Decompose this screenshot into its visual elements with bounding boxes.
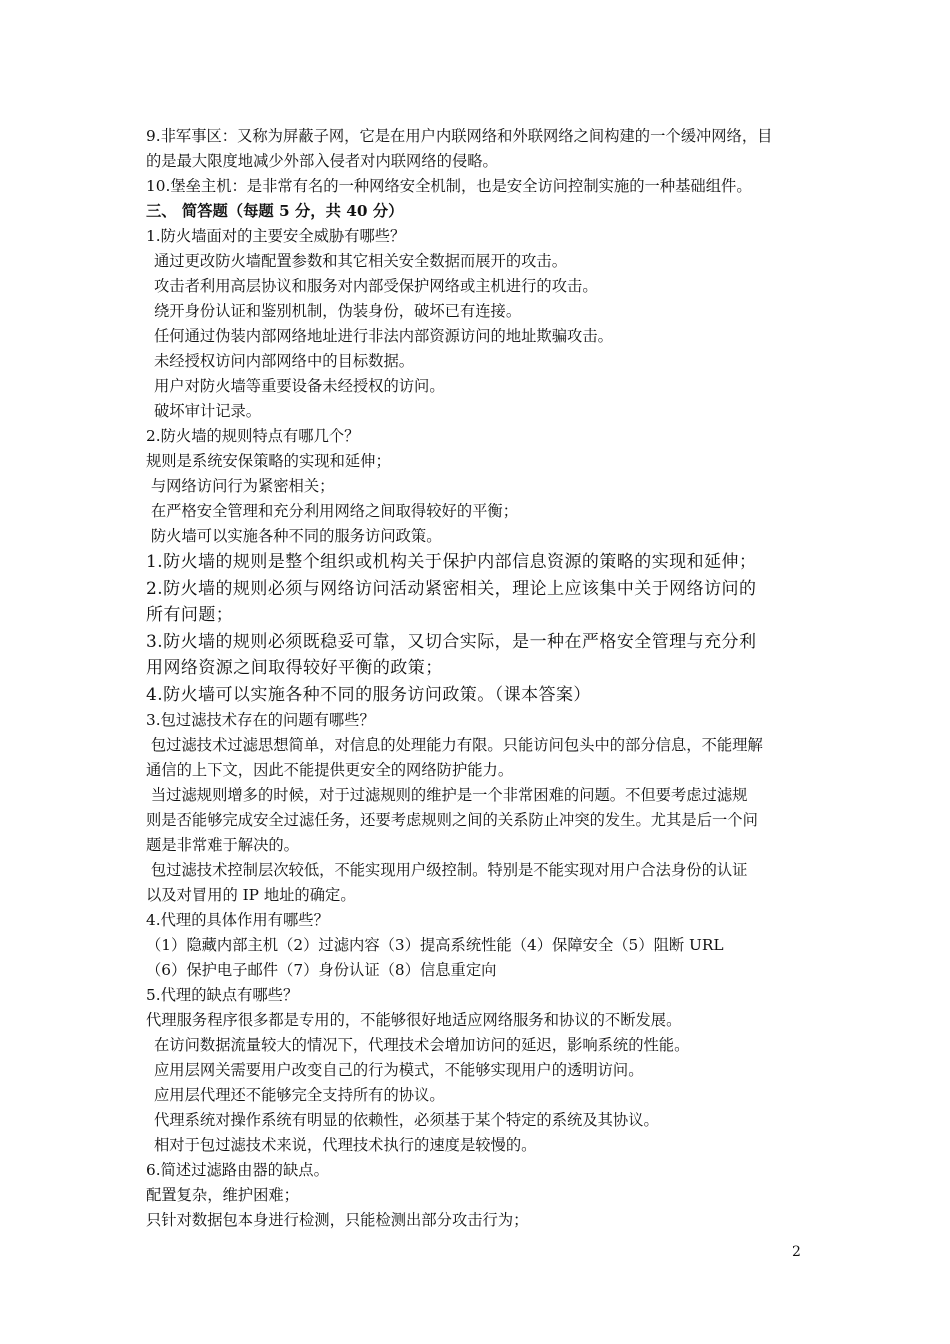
text-line: 配置复杂，维护困难；	[146, 1186, 299, 1204]
text-line: 4.代理的具体作用有哪些？	[146, 911, 329, 929]
text-line: 1.防火墙面对的主要安全威胁有哪些？	[146, 227, 406, 245]
text-line: 相对于包过滤技术来说，代理技术执行的速度是较慢的。	[154, 1136, 537, 1154]
text-line: 任何通过伪装内部网络地址进行非法内部资源访问的地址欺骗攻击。	[154, 327, 613, 345]
text-line: 1.防火墙的规则是整个组织或机构关于保护内部信息资源的策略的实现和延伸；	[146, 552, 757, 572]
text-line: 2.防火墙的规则必须与网络访问活动紧密相关，理论上应该集中关于网络访问的	[146, 578, 757, 599]
text-line: 2.防火墙的规则特点有哪几个？	[146, 427, 360, 445]
text-line: 题是非常难于解决的。	[146, 836, 299, 854]
text-line: 在严格安全管理和充分利用网络之间取得较好的平衡；	[146, 502, 519, 520]
text-line: 3.包过滤技术存在的问题有哪些？	[146, 711, 375, 729]
text-line: 通过更改防火墙配置参数和其它相关安全数据而展开的攻击。	[154, 252, 568, 270]
text-line: 代理系统对操作系统有明显的依赖性，必须基于某个特定的系统及其协议。	[154, 1111, 659, 1129]
text-line: 未经授权访问内部网络中的目标数据。	[154, 352, 415, 370]
text-line: 10.堡垒主机：是非常有名的一种网络安全机制，也是安全访问控制实施的一种基础组件。	[146, 177, 752, 195]
text-line: （1）隐藏内部主机（2）过滤内容（3）提高系统性能（4）保障安全（5）阻断 URL	[146, 936, 724, 954]
text-line: 防火墙可以实施各种不同的服务访问政策。	[146, 527, 442, 545]
text-line: 以及对冒用的 IP 地址的确定。	[146, 886, 356, 904]
text-line: 4.防火墙可以实施各种不同的服务访问政策。（课本答案）	[146, 684, 591, 705]
page-number: 2	[792, 1244, 801, 1260]
text-line: 则是否能够完成安全过滤任务，还要考虑规则之间的关系防止冲突的发生。尤其是后一个问	[146, 811, 758, 829]
text-line: 3.防火墙的规则必须既稳妥可靠，又切合实际，是一种在严格安全管理与充分利	[146, 631, 757, 652]
text-line: 包过滤技术过滤思想简单，对信息的处理能力有限。只能访问包头中的部分信息，不能理解	[146, 736, 763, 754]
text-line: 9.非军事区：又称为屏蔽子网，它是在用户内联网络和外联网络之间构建的一个缓冲网络，目	[146, 127, 773, 145]
text-line: 破坏审计记录。	[154, 402, 262, 420]
text-line: 通信的上下文，因此不能提供更安全的网络防护能力。	[146, 761, 514, 779]
text-line: 的是最大限度地减少外部入侵者对内联网络的侵略。	[146, 152, 498, 170]
text-line: 应用层网关需要用户改变自己的行为模式，不能够实现用户的透明访问。	[154, 1061, 644, 1079]
text-line: 所有问题；	[146, 605, 234, 625]
text-line: 用户对防火墙等重要设备未经授权的访问。	[154, 377, 445, 395]
document-body	[146, 124, 810, 1233]
text-line: 用网络资源之间取得较好平衡的政策；	[146, 658, 443, 678]
text-line: 应用层代理还不能够完全支持所有的协议。	[154, 1086, 445, 1104]
text-line: 6.简述过滤路由器的缺点。	[146, 1161, 329, 1179]
text-line: 当过滤规则增多的时候，对于过滤规则的维护是一个非常困难的问题。不但要考虑过滤规	[146, 786, 748, 804]
text-line: 只针对数据包本身进行检测，只能检测出部分攻击行为；	[146, 1211, 529, 1229]
text-line: 与网络访问行为紧密相关；	[146, 477, 335, 495]
text-line: 攻击者利用高层协议和服务对内部受保护网络或主机进行的攻击。	[154, 277, 598, 295]
section-heading: 三、 简答题（每题 5 分，共 40 分）	[146, 202, 404, 220]
text-line: 在访问数据流量较大的情况下，代理技术会增加访问的延迟，影响系统的性能。	[154, 1036, 690, 1054]
text-line: （6）保护电子邮件（7）身份认证（8）信息重定向	[146, 961, 497, 979]
text-line: 规则是系统安保策略的实现和延伸；	[146, 452, 391, 470]
text-line: 包过滤技术控制层次较低，不能实现用户级控制。特别是不能实现对用户合法身份的认证	[146, 861, 748, 879]
text-line: 5.代理的缺点有哪些？	[146, 986, 299, 1004]
text-line: 绕开身份认证和鉴别机制，伪装身份，破坏已有连接。	[154, 302, 522, 320]
text-line: 代理服务程序很多都是专用的，不能够很好地适应网络服务和协议的不断发展。	[146, 1011, 682, 1029]
